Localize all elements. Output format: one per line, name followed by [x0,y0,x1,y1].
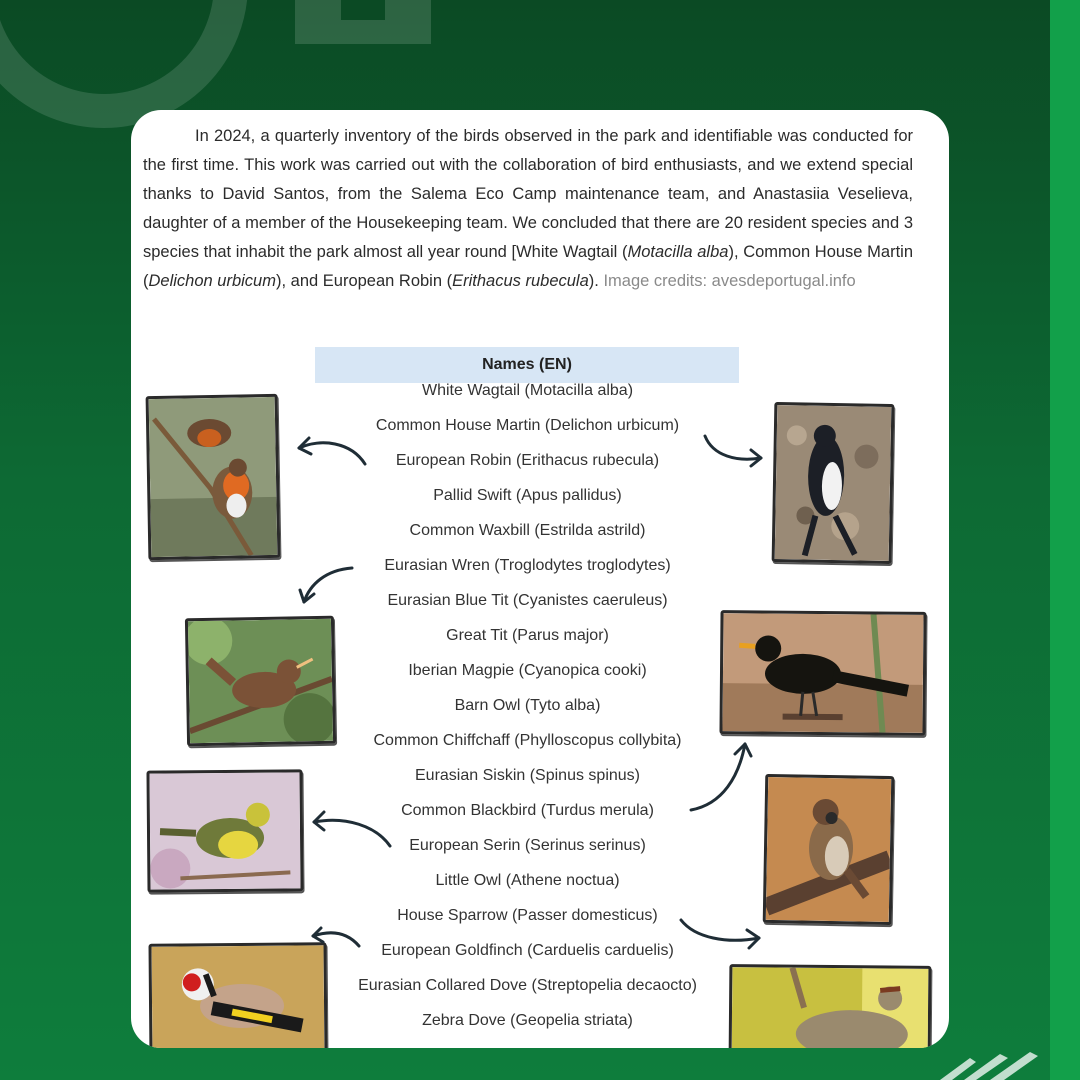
scientific-name: Erithacus rubecula [452,272,589,290]
intro-text: ), Common House Martin ( [143,243,913,290]
content-card [131,110,949,1048]
species-item: Iberian Magpie (Cyanopica cooki) [408,662,647,679]
species-item: Common House Martin (Delichon urbicum) [375,417,680,434]
species-item: White Wagtail (Motacilla alba) [421,382,634,399]
intro-text: ). [588,272,604,290]
goldfinch-photo [148,942,327,1048]
intro-text: ), and European Robin ( [275,272,453,290]
image-credits: Image credits: avesdeportugal.info [603,272,856,290]
species-item: European Robin (Erithacus rubecula) [395,452,660,469]
species-item: House Sparrow (Passer domesticus) [397,907,658,924]
species-item: Eurasian Collared Dove (Streptopelia decaocto) [358,977,697,994]
species-item: Barn Owl (Tyto alba) [454,697,601,714]
species-item: European Goldfinch (Carduelis carduelis) [381,942,674,959]
intro-paragraph [143,122,913,296]
curved-arrow-icon [687,736,753,816]
brush-stroke-decoration [930,1052,1040,1080]
curved-arrow-icon [296,562,356,608]
decorative-letter [295,0,431,44]
sparrow-photo [763,774,895,925]
species-item: Little Owl (Athene noctua) [435,872,620,889]
species-item: Pallid Swift (Apus pallidus) [433,487,622,504]
curved-arrow-icon [677,912,767,952]
species-item: Common Waxbill (Estrilda astrild) [409,522,646,539]
accent-stripe [1050,0,1080,1080]
curved-arrow-icon [701,430,771,470]
scientific-name: Delichon urbicum [148,272,276,290]
curved-arrow-icon [306,806,396,852]
species-item: Eurasian Siskin (Spinus spinus) [415,767,640,784]
serin-photo [146,769,303,892]
species-item: Zebra Dove (Geopelia striata) [422,1012,633,1029]
species-item: Eurasian Wren (Troglodytes troglodytes) [384,557,671,574]
curved-arrow-icon [307,922,363,952]
decorative-ring [0,0,248,128]
species-item: Eurasian Blue Tit (Cyanistes caeruleus) [387,592,668,609]
species-item: European Serin (Serinus serinus) [409,837,646,854]
names-table-header: Names (EN) [315,347,739,383]
wren-photo [185,616,336,747]
curved-arrow-icon [291,432,371,472]
species-item: Common Blackbird (Turdus merula) [401,802,654,819]
dove-photo [729,964,932,1048]
robin-photo [146,394,281,560]
intro-text: In 2024, a quarterly inventory of the birds observed in the park and identifiable was conducted for the first time. This work was carried out with the collaboration of bird enthusiasts, and we extend special thanks to David Santos, from the Salema Eco Camp maintenance team, and Anastasiia Veselieva, daughter of a member of the Housekeeping team. We concluded that there are 20 resident species and 3 species that inhabit the park almost all year round [White Wagtail ( [143,127,913,261]
blackbird-photo [719,610,926,736]
species-item: Great Tit (Parus major) [446,627,609,644]
scientific-name: Motacilla alba [627,243,729,261]
house-martin-photo [772,402,895,564]
species-item: Common Chiffchaff (Phylloscopus collybita) [373,732,682,749]
